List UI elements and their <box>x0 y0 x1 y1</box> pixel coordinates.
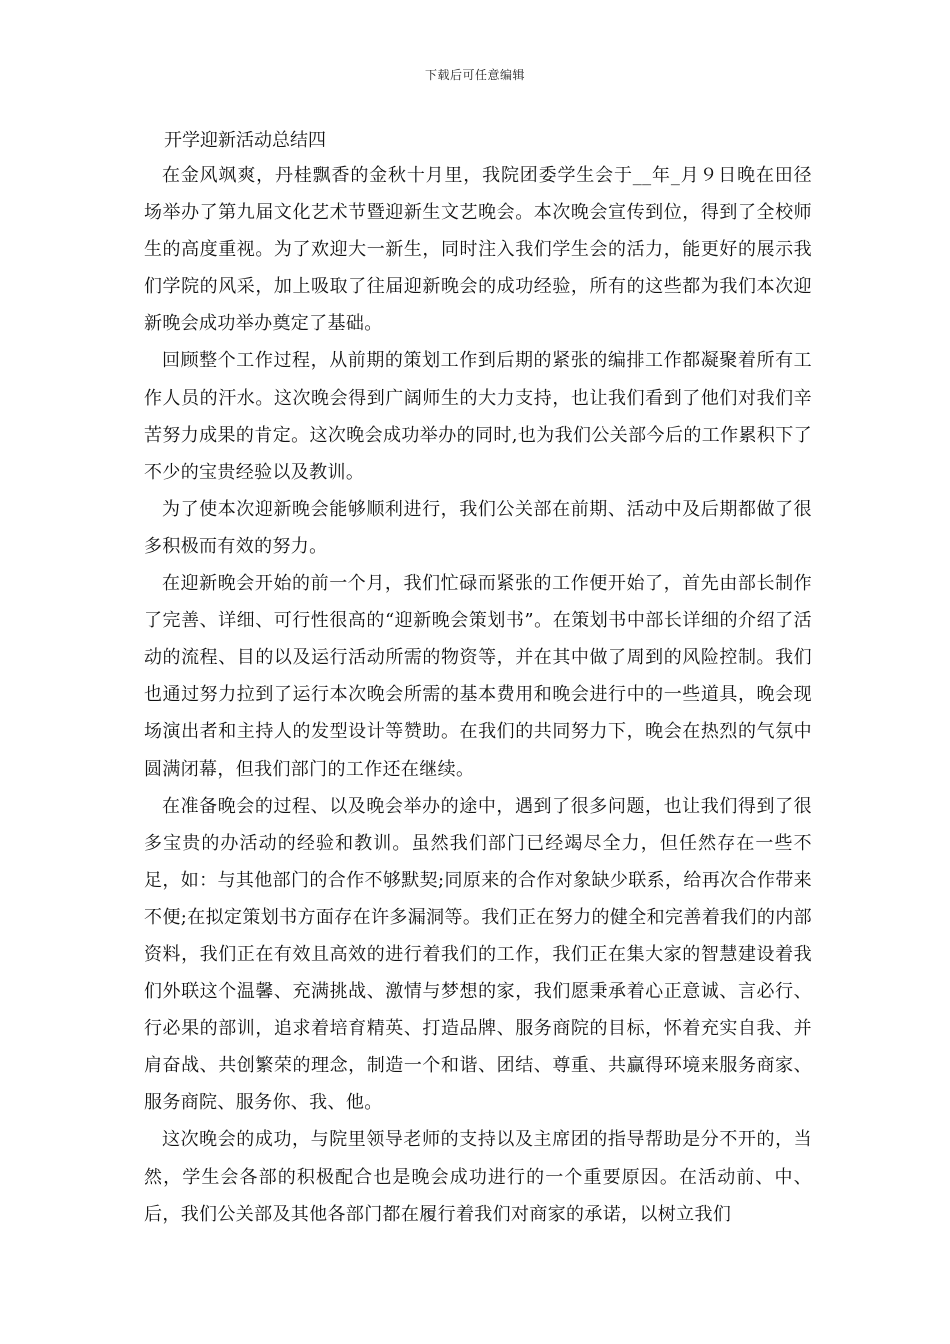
paragraph-1: 在金风飒爽，丹桂飘香的金秋十月里，我院团委学生会于__年_月９日晚在田径场举办了第九届文化艺术节暨迎新生文艺晚会。本次晚会宣传到位，得到了全校师生的高度重视。为了欢迎大一新生，同时注入我们学生会的活力，能更好的展示我们学院的风采，加上吸取了往届迎新晚会的成功经验，所有的这些都为我们本次迎新晚会成功举办奠定了基础。 <box>144 165 812 335</box>
paragraph-5: 在准备晚会的过程、以及晚会举办的途中，遇到了很多问题，也让我们得到了很多宝贵的办活动的经验和教训。虽然我们部门已经竭尽全力，但任然存在一些不足，如：与其他部门的合作不够默契;同原来的合作对象缺少联系，给再次合作带来不便;在拟定策划书方面存在许多漏洞等。我们正在努力的健全和完善着我们的内部资料，我们正在有效且高效的进行着我们的工作，我们正在集大家的智慧建设着我们外联这个温馨、充满挑战、激情与梦想的家，我们愿秉承着心正意诚、言必行、行必果的部训，追求着培育精英、打造品牌、服务商院的目标，怀着充实自我、并肩奋战、共创繁荣的理念，制造一个和谐、团结、尊重、共赢得环境来服务商家、服务商院、服务你、我、他。 <box>144 795 812 1114</box>
paragraph-6: 这次晚会的成功，与院里领导老师的支持以及主席团的指导帮助是分不开的，当然，学生会各部的积极配合也是晚会成功进行的一个重要原因。在活动前、中、后，我们公关部及其他各部门都在履行着我们对商家的承诺，以树立我们 <box>144 1129 812 1225</box>
header-note: 下载后可任意编辑 <box>424 68 525 82</box>
document-body <box>144 124 812 1233</box>
paragraph-2: 回顾整个工作过程，从前期的策划工作到后期的紧张的编排工作都凝聚着所有工作人员的汗水。这次晚会得到广阔师生的大力支持，也让我们看到了他们对我们辛苦努力成果的肯定。这次晚会成功举办的同时,也为我们公关部今后的工作累积下了不少的宝贵经验以及教训。 <box>144 350 812 483</box>
paragraph-4: 在迎新晚会开始的前一个月，我们忙碌而紧张的工作便开始了，首先由部长制作了完善、详细、可行性很高的“迎新晚会策划书”。在策划书中部长详细的介绍了活动的流程、目的以及运行活动所需的物资等，并在其中做了周到的风险控制。我们也通过努力拉到了运行本次晚会所需的基本费用和晚会进行中的一些道具，晚会现场演出者和主持人的发型设计等赞助。在我们的共同努力下，晚会在热烈的气氛中圆满闭幕，但我们部门的工作还在继续。 <box>144 573 812 780</box>
document-title: 开学迎新活动总结四 <box>164 130 326 151</box>
paragraph-3: 为了使本次迎新晚会能够顺利进行，我们公关部在前期、活动中及后期都做了很多积极而有效的努力。 <box>144 498 812 557</box>
